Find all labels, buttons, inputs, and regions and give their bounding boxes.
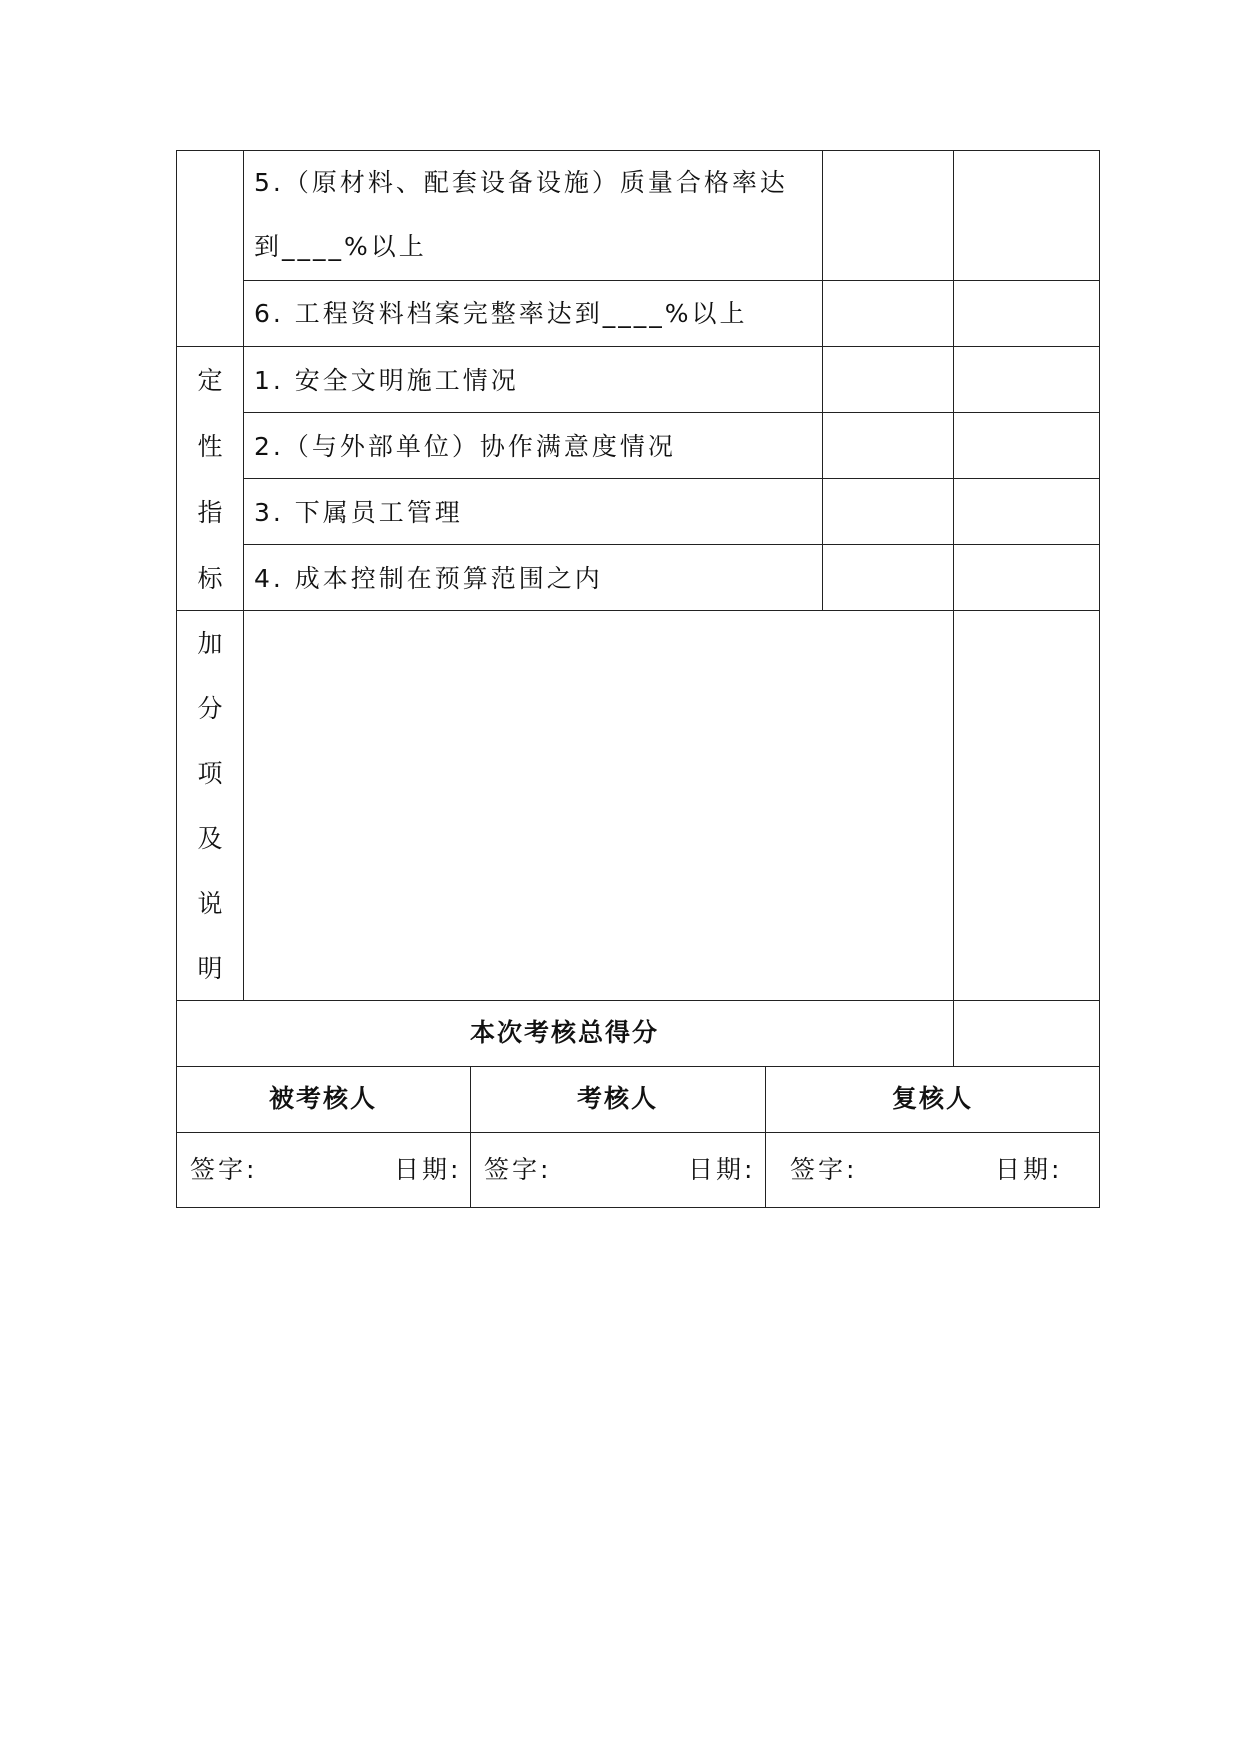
row-divider: [243, 544, 1100, 545]
reviewer-signature-label: 签字:: [790, 1155, 858, 1184]
column-divider: [953, 150, 954, 1066]
assessor-date-label: 日期:: [688, 1155, 756, 1184]
bonus-label-char: 及: [197, 824, 223, 853]
row-divider: [176, 610, 1100, 611]
row-divider: [176, 1000, 1100, 1001]
row-divider: [176, 1066, 1100, 1067]
qualitative-item-3: 3. 下属员工管理: [254, 498, 463, 527]
assessee-signature-label: 签字:: [190, 1155, 258, 1184]
score-cell[interactable]: [824, 152, 951, 279]
bonus-score-cell[interactable]: [955, 612, 1098, 998]
qualitative-item-4: 4. 成本控制在预算范围之内: [254, 564, 603, 593]
qualitative-label-char: 性: [197, 432, 223, 461]
qualitative-label-char: 指: [197, 498, 223, 527]
assessor-header: 考核人: [576, 1084, 658, 1113]
score-cell[interactable]: [955, 152, 1098, 279]
qualitative-item-2: 2.（与外部单位）协作满意度情况: [254, 432, 676, 461]
qualitative-label-char: 定: [197, 366, 223, 395]
assessor-signature-label: 签字:: [484, 1155, 552, 1184]
bonus-content-area[interactable]: [245, 612, 951, 998]
column-divider: [822, 150, 823, 610]
bonus-label-char: 明: [197, 954, 223, 983]
column-divider: [243, 150, 244, 1000]
row-divider: [243, 280, 1100, 281]
total-score-label: 本次考核总得分: [469, 1018, 659, 1047]
row-divider: [243, 412, 1100, 413]
bonus-label-char: 加: [197, 629, 223, 658]
assessee-date-label: 日期:: [394, 1155, 462, 1184]
qualitative-item-1: 1. 安全文明施工情况: [254, 366, 519, 395]
indicator-item-6: 6. 工程资料档案完整率达到____%以上: [254, 299, 748, 328]
reviewer-date-label: 日期:: [995, 1155, 1063, 1184]
bonus-label-char: 项: [197, 759, 223, 788]
bonus-label-char: 说: [197, 889, 223, 918]
qualitative-label-char: 标: [197, 564, 223, 593]
assessee-header: 被考核人: [268, 1084, 377, 1113]
indicator-item-5-line1: 5.（原材料、配套设备设施）质量合格率达: [254, 168, 788, 197]
total-score-cell[interactable]: [955, 1002, 1098, 1064]
row-divider: [176, 1132, 1100, 1133]
bonus-label-char: 分: [197, 694, 223, 723]
row-divider: [176, 346, 1100, 347]
row-divider: [243, 478, 1100, 479]
indicator-item-5-line2: 到____%以上: [254, 232, 427, 261]
reviewer-header: 复核人: [891, 1084, 973, 1113]
